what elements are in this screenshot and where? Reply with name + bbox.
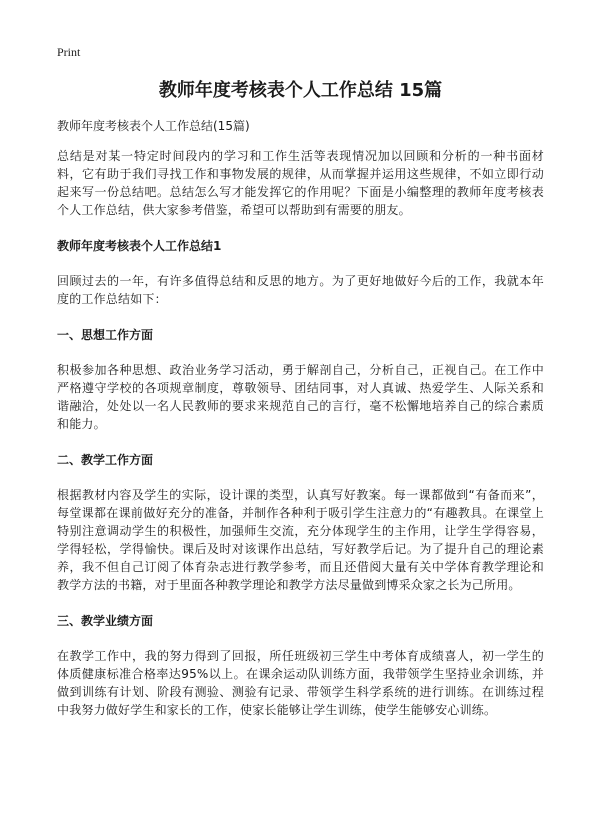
part2-paragraph: 根据教材内容及学生的实际，设计课的类型，认真写好教案。每一课都做到“有备而来”，每堂课都在课前做好充分的准备，并制作各种利于吸引学生注意力的“有趣教具。在课堂上特别注意调动学生的积极性，加强师生交流，充分体现学生的主作用，让学生学得容易，学得轻松，学得愉快。课后及时对该课作出总结，写好教学后记。为了提升自己的理论素养，我不但自己订阅了体育杂志进行教学参考，而且还借阅大量有关中学体育教学理论和教学方法的书籍，对于里面各种教学理论和教学方法尽量做到博采众家之长为己所用。 [57, 488, 544, 592]
intro-paragraph: 总结是对某一特定时间段内的学习和工作生活等表现情况加以回顾和分析的一种书面材料，它有助于我们寻找工作和事物发展的规律，从而掌握并运用这些规律，不如立即行动起来写一份总结吧。总结怎么写才能发挥它的作用呢？下面是小编整理的教师年度考核表个人工作总结，供大家参考借鉴，希望可以帮助到有需要的朋友。 [57, 149, 544, 217]
section1-intro-paragraph: 回顾过去的一年，有许多值得总结和反思的地方。为了更好地做好今后的工作，我就本年度的工作总结如下： [57, 274, 544, 306]
part1-paragraph: 积极参加各种思想、政治业务学习活动，勇于解剖自己，分析自己，正视自己。在工作中严格遵守学校的各项规章制度，尊敬领导、团结同事，对人真诚、热爱学生、人际关系和谐融洽，处处以一名人民教师的要求来规范自己的言行，毫不松懈地培养自己的综合素质和能力。 [57, 363, 544, 431]
part2-heading: 二、教学工作方面 [57, 453, 154, 467]
section1-title: 教师年度考核表个人工作总结1 [57, 239, 222, 253]
page-title: 教师年度考核表个人工作总结 15篇 [158, 80, 443, 101]
document-subtitle: 教师年度考核表个人工作总结(15篇) [57, 119, 250, 133]
part3-heading: 三、教学业绩方面 [57, 614, 154, 628]
part3-paragraph: 在教学工作中，我的努力得到了回报，所任班级初三学生中考体育成绩喜人，初一学生的体质健康标准合格率达95%以上。在课余运动队训练方面，我带领学生坚持业余训练，并做到训练有计划、阶段有测验、测验有记录、带领学生科学系统的进行训练。在训练过程中我努力做好学生和家长的工作，使家长能够让学生训练，使学生能够安心训练。 [57, 649, 544, 717]
print-link[interactable]: Print [57, 45, 81, 59]
part1-heading: 一、思想工作方面 [57, 328, 154, 342]
